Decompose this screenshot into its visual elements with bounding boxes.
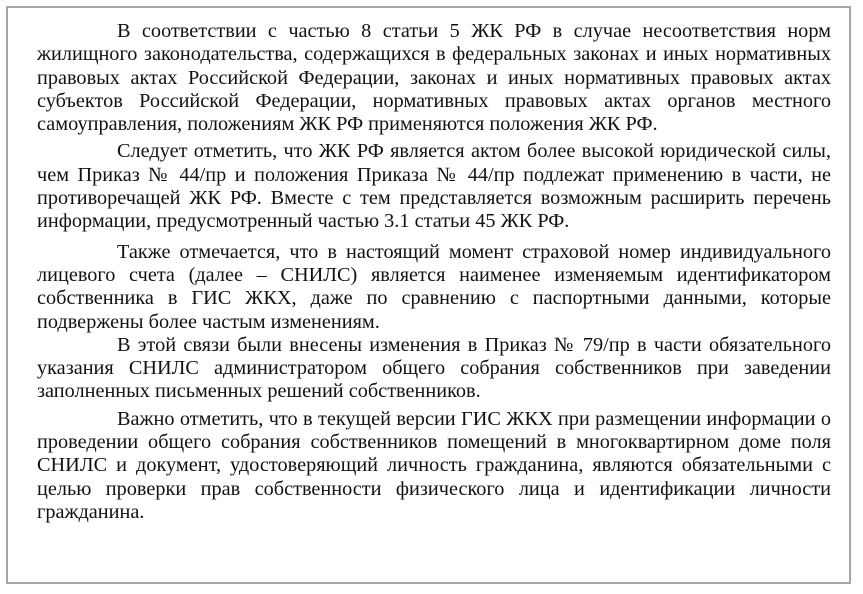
paragraph-1: В соответствии с частью 8 статьи 5 ЖК РФ в случае несоответствия норм жилищного законодательства, содержащихся в федеральных законах и иных нормативных правовых актах Российской Федерации, законах и иных нормативных правовых актах субъектов Российской Федерации, нормативных правовых актах органов местного самоуправления, положениям ЖК РФ применяются положения ЖК РФ. — [37, 20, 831, 136]
document-frame — [6, 6, 851, 584]
document-body — [37, 20, 831, 524]
paragraph-5: Важно отметить, что в текущей версии ГИС ЖКХ при размещении информации о проведении общего собрания собственников помещений в многоквартирном доме поля СНИЛС и документ, удостоверяющий личность гражданина, являются обязательными с целью проверки прав собственности физического лица и идентификации личности гражданина. — [37, 407, 831, 523]
paragraph-2: Следует отметить, что ЖК РФ является актом более высокой юридической силы, чем Приказ № 44/пр и положения Приказа № 44/пр подлежат применению в части, не противоречащей ЖК РФ. Вместе с тем представляется возможным расширить перечень информации, предусмотренный частью 3.1 статьи 45 ЖК РФ. — [37, 140, 831, 233]
paragraph-4: В этой связи были внесены изменения в Приказ № 79/пр в части обязательного указания СНИЛС администратором общего собрания собственников при заведении заполненных письменных решений собственников. — [37, 333, 831, 403]
paragraph-3: Также отмечается, что в настоящий момент страховой номер индивидуального лицевого счета (далее – СНИЛС) является наименее изменяемым идентификатором собственника в ГИС ЖКХ, даже по сравнению с паспортными данными, которые подвержены более частым изменениям. — [37, 240, 831, 333]
